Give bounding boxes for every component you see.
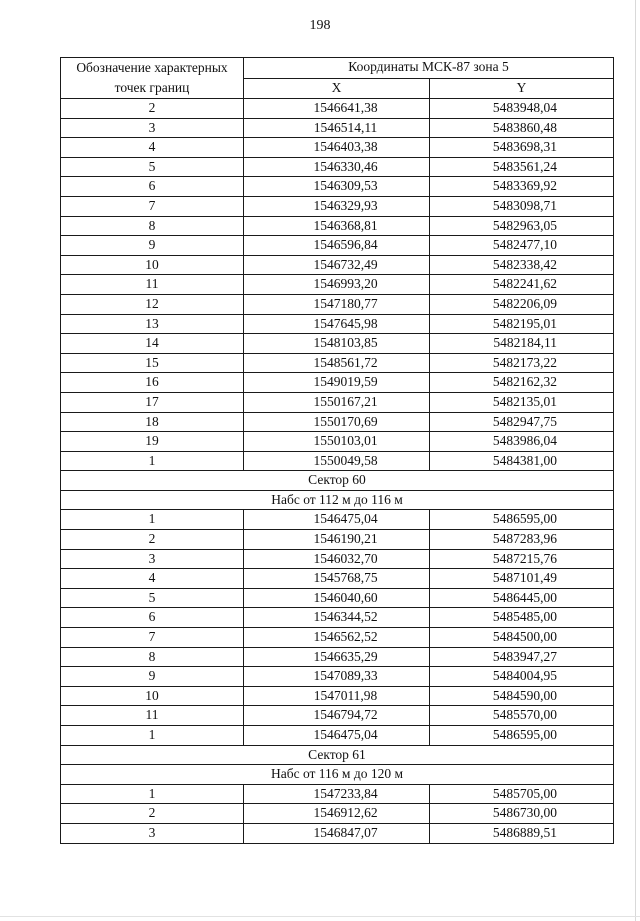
point-id-cell: 2: [61, 99, 244, 119]
table-row: [61, 275, 614, 295]
x-coordinate-cell: 1546344,52: [244, 608, 430, 628]
point-id-cell: 12: [61, 294, 244, 314]
x-coordinate-cell: 1547011,98: [244, 686, 430, 706]
x-coordinate-cell: 1548561,72: [244, 353, 430, 373]
point-id-cell: 3: [61, 823, 244, 843]
y-coordinate-cell: 5483561,24: [430, 157, 614, 177]
x-coordinate-cell: 1550170,69: [244, 412, 430, 432]
y-coordinate-cell: 5484500,00: [430, 628, 614, 648]
y-coordinate-cell: 5483098,71: [430, 196, 614, 216]
x-coordinate-cell: 1546329,93: [244, 196, 430, 216]
x-coordinate-cell: 1546190,21: [244, 530, 430, 550]
y-coordinate-cell: 5486889,51: [430, 823, 614, 843]
y-coordinate-cell: 5486595,00: [430, 726, 614, 746]
y-coordinate-cell: 5483986,04: [430, 432, 614, 452]
x-coordinate-cell: 1546847,07: [244, 823, 430, 843]
x-coordinate-cell: 1549019,59: [244, 373, 430, 393]
table-row: [61, 686, 614, 706]
point-id-cell: 5: [61, 588, 244, 608]
table-row: [61, 432, 614, 452]
x-coordinate-cell: 1546635,29: [244, 647, 430, 667]
table-row: [61, 314, 614, 334]
table-row: [61, 706, 614, 726]
y-coordinate-cell: 5482947,75: [430, 412, 614, 432]
table-row: [61, 451, 614, 471]
y-coordinate-cell: 5482963,05: [430, 216, 614, 236]
y-coordinate-cell: 5482135,01: [430, 392, 614, 412]
section-row: [61, 745, 614, 765]
point-id-cell: 1: [61, 784, 244, 804]
y-coordinate-cell: 5486730,00: [430, 804, 614, 824]
y-coordinate-cell: 5483369,92: [430, 177, 614, 197]
y-coordinate-cell: 5482184,11: [430, 334, 614, 354]
x-coordinate-cell: 1546596,84: [244, 236, 430, 256]
point-id-cell: 7: [61, 628, 244, 648]
x-coordinate-cell: 1546641,38: [244, 99, 430, 119]
y-coordinate-cell: 5483948,04: [430, 99, 614, 119]
point-id-cell: 2: [61, 530, 244, 550]
section-title: Набс от 116 м до 120 м: [61, 765, 614, 785]
y-coordinate-cell: 5484590,00: [430, 686, 614, 706]
y-column-header: Y: [430, 78, 614, 99]
table-row: [61, 216, 614, 236]
point-id-cell: 13: [61, 314, 244, 334]
y-coordinate-cell: 5486445,00: [430, 588, 614, 608]
table-row: [61, 392, 614, 412]
x-coordinate-cell: 1550103,01: [244, 432, 430, 452]
y-coordinate-cell: 5487283,96: [430, 530, 614, 550]
table-row: [61, 510, 614, 530]
x-column-header: X: [244, 78, 430, 99]
section-row: [61, 765, 614, 785]
y-coordinate-cell: 5482477,10: [430, 236, 614, 256]
y-coordinate-cell: 5485485,00: [430, 608, 614, 628]
table-body: [61, 58, 614, 844]
x-coordinate-cell: 1550049,58: [244, 451, 430, 471]
point-id-cell: 6: [61, 177, 244, 197]
x-coordinate-cell: 1546032,70: [244, 549, 430, 569]
point-id-cell: 19: [61, 432, 244, 452]
table-row: [61, 784, 614, 804]
point-id-cell: 9: [61, 236, 244, 256]
x-coordinate-cell: 1546514,11: [244, 118, 430, 138]
y-coordinate-cell: 5482173,22: [430, 353, 614, 373]
section-row: [61, 471, 614, 491]
point-id-cell: 8: [61, 216, 244, 236]
table-row: [61, 99, 614, 119]
table-row: [61, 138, 614, 158]
table-row: [61, 530, 614, 550]
x-coordinate-cell: 1550167,21: [244, 392, 430, 412]
table-row: [61, 118, 614, 138]
x-coordinate-cell: 1546562,52: [244, 628, 430, 648]
table-row: [61, 823, 614, 843]
x-coordinate-cell: 1546993,20: [244, 275, 430, 295]
point-id-cell: 10: [61, 255, 244, 275]
table-row: [61, 294, 614, 314]
scan-edge-right: [635, 0, 636, 921]
point-id-cell: 18: [61, 412, 244, 432]
point-id-cell: 9: [61, 667, 244, 687]
x-coordinate-cell: 1546475,04: [244, 510, 430, 530]
section-row: [61, 490, 614, 510]
y-coordinate-cell: 5485570,00: [430, 706, 614, 726]
y-coordinate-cell: 5484381,00: [430, 451, 614, 471]
x-coordinate-cell: 1546330,46: [244, 157, 430, 177]
table-row: [61, 177, 614, 197]
x-coordinate-cell: 1548103,85: [244, 334, 430, 354]
x-coordinate-cell: 1546040,60: [244, 588, 430, 608]
table-row: [61, 588, 614, 608]
y-coordinate-cell: 5484004,95: [430, 667, 614, 687]
y-coordinate-cell: 5483860,48: [430, 118, 614, 138]
x-coordinate-cell: 1546403,38: [244, 138, 430, 158]
point-id-cell: 6: [61, 608, 244, 628]
table-row: [61, 628, 614, 648]
y-coordinate-cell: 5487101,49: [430, 569, 614, 589]
table-row: [61, 608, 614, 628]
section-title: Сектор 61: [61, 745, 614, 765]
point-id-cell: 15: [61, 353, 244, 373]
table-row: [61, 569, 614, 589]
point-id-cell: 4: [61, 138, 244, 158]
x-coordinate-cell: 1547180,77: [244, 294, 430, 314]
table-row: [61, 334, 614, 354]
point-id-cell: 5: [61, 157, 244, 177]
y-coordinate-cell: 5482195,01: [430, 314, 614, 334]
table-row: [61, 255, 614, 275]
y-coordinate-cell: 5485705,00: [430, 784, 614, 804]
point-id-cell: 14: [61, 334, 244, 354]
y-coordinate-cell: 5482162,32: [430, 373, 614, 393]
point-id-cell: 11: [61, 275, 244, 295]
point-id-cell: 2: [61, 804, 244, 824]
coordinates-group-header: Координаты МСК-87 зона 5: [244, 58, 614, 79]
y-coordinate-cell: 5482206,09: [430, 294, 614, 314]
x-coordinate-cell: 1547645,98: [244, 314, 430, 334]
table-row: [61, 373, 614, 393]
scan-edge-bottom: [0, 916, 640, 917]
x-coordinate-cell: 1546368,81: [244, 216, 430, 236]
point-id-cell: 7: [61, 196, 244, 216]
x-coordinate-cell: 1546912,62: [244, 804, 430, 824]
y-coordinate-cell: 5483947,27: [430, 647, 614, 667]
x-coordinate-cell: 1545768,75: [244, 569, 430, 589]
y-coordinate-cell: 5482241,62: [430, 275, 614, 295]
point-id-cell: 4: [61, 569, 244, 589]
table-row: [61, 412, 614, 432]
header-row-top: [61, 58, 614, 79]
table-row: [61, 804, 614, 824]
table-row: [61, 157, 614, 177]
point-id-cell: 17: [61, 392, 244, 412]
x-coordinate-cell: 1547089,33: [244, 667, 430, 687]
section-title: Набс от 112 м до 116 м: [61, 490, 614, 510]
x-coordinate-cell: 1546732,49: [244, 255, 430, 275]
point-column-header: Обозначение характерных точек границ: [61, 58, 244, 99]
section-title: Сектор 60: [61, 471, 614, 491]
y-coordinate-cell: 5482338,42: [430, 255, 614, 275]
point-id-cell: 3: [61, 549, 244, 569]
coordinates-table: [60, 57, 614, 844]
point-id-cell: 8: [61, 647, 244, 667]
table-row: [61, 726, 614, 746]
table-row: [61, 353, 614, 373]
point-id-cell: 3: [61, 118, 244, 138]
table-row: [61, 196, 614, 216]
point-id-cell: 11: [61, 706, 244, 726]
point-id-cell: 1: [61, 726, 244, 746]
y-coordinate-cell: 5487215,76: [430, 549, 614, 569]
point-id-cell: 16: [61, 373, 244, 393]
point-id-cell: 1: [61, 451, 244, 471]
y-coordinate-cell: 5486595,00: [430, 510, 614, 530]
x-coordinate-cell: 1546794,72: [244, 706, 430, 726]
x-coordinate-cell: 1546475,04: [244, 726, 430, 746]
table-row: [61, 549, 614, 569]
table-row: [61, 667, 614, 687]
table-row: [61, 647, 614, 667]
x-coordinate-cell: 1547233,84: [244, 784, 430, 804]
table-row: [61, 236, 614, 256]
x-coordinate-cell: 1546309,53: [244, 177, 430, 197]
y-coordinate-cell: 5483698,31: [430, 138, 614, 158]
point-id-cell: 10: [61, 686, 244, 706]
page-number: 198: [309, 18, 331, 33]
point-id-cell: 1: [61, 510, 244, 530]
